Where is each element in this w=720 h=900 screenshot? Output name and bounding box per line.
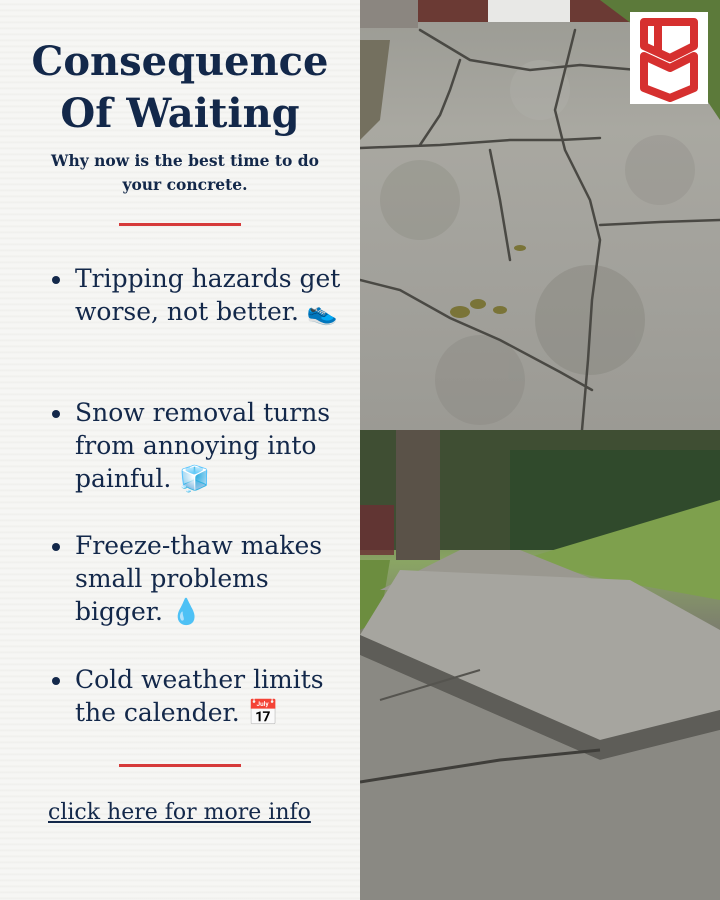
- sidewalk-illustration: [360, 430, 720, 900]
- logo-mark: [630, 12, 708, 104]
- title-line-2: Of Waiting: [60, 90, 300, 137]
- mulch-left: [360, 40, 390, 140]
- divider-top: [119, 223, 241, 226]
- bullet-text: Snow removal turns from annoying into painful. 🧊: [75, 398, 331, 493]
- subtitle: Why now is the best time to do your concrete.: [51, 151, 319, 194]
- concrete-texture: [380, 60, 695, 425]
- uneven-sidewalk-photo: [360, 430, 720, 900]
- bullet-dot: [52, 410, 60, 418]
- title-line-1: Consequence: [31, 38, 329, 85]
- brand-logo: [630, 12, 708, 104]
- parked-car: [360, 505, 394, 555]
- tree-trunk: [396, 430, 440, 560]
- fallen-leaves: [450, 245, 526, 318]
- bullet-text: Cold weather limits the calender. 📅: [75, 665, 324, 727]
- more-info-link[interactable]: click here for more info: [48, 800, 311, 825]
- bullet-text: Freeze-thaw makes small problems bigger. 💧: [75, 531, 323, 626]
- front-steps: [360, 0, 418, 28]
- bullet-dot: [52, 276, 60, 284]
- bullet-text: Tripping hazards get worse, not better. 👟: [75, 264, 341, 326]
- garage-door: [488, 0, 570, 22]
- bullet-dot: [52, 677, 60, 685]
- bullet-dot: [52, 543, 60, 551]
- divider-bottom: [119, 764, 241, 767]
